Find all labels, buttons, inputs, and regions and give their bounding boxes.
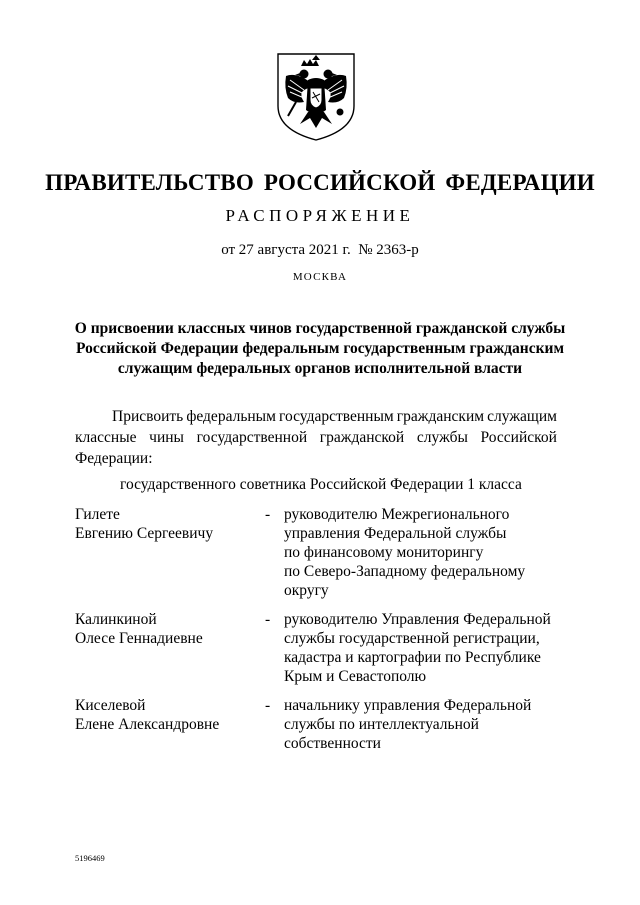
person-name [75,610,255,648]
intro-word: службы [416,429,468,446]
document-type: РАСПОРЯЖЕНИЕ [225,206,415,225]
intro-paragraph [75,406,557,469]
intro-word: Присвоить [112,408,184,425]
intro-word: служащим [487,408,557,425]
intro-word: гражданским [396,408,485,425]
person-given-names: Елене Александровне [75,716,220,733]
subject-line: служащим федеральных органов исполнительной власти [117,360,523,377]
position-line: кадастра и картографии по Республике [284,649,541,666]
position-line: службы государственной регистрации, [284,630,540,647]
document-date-number: от 27 августа 2021 г. № 2363-р [221,242,419,258]
document-code: 5196469 [75,853,105,863]
government-title: ПРАВИТЕЛЬСТВО РОССИЙСКОЙ ФЕДЕРАЦИИ [45,170,595,195]
person-name [75,505,255,543]
position-line: собственности [284,735,381,752]
intro-word: государственной [196,429,308,446]
person-name [75,696,255,734]
person-dash: - [265,506,271,523]
person-given-names: Олесе Геннадиевне [75,630,203,647]
document-city: МОСКВА [292,271,348,283]
position-line: по Северо-Западному федеральному [284,563,526,580]
position-line: по финансовому мониторингу [284,544,484,561]
person-dash: - [265,697,271,714]
person-dash: - [265,611,271,628]
intro-word: гражданской [319,429,405,446]
intro-word: классные [75,429,137,446]
position-line: округу [284,582,329,599]
person-position [284,505,584,600]
position-line: Крым и Севастополю [284,668,427,685]
position-line: службы по интеллектуальной [284,716,479,733]
person-given-names: Евгению Сергеевичу [75,525,214,542]
position-line: руководителю Межрегионального [284,506,510,523]
position-line: руководителю Управления Федеральной [284,611,551,628]
subject-line: О присвоении классных чинов государственной гражданской службы [74,320,566,337]
intro-word: Российской [480,429,557,446]
rank-title: государственного советника Российской Федерации 1 класса [120,476,522,493]
intro-word: чины [149,429,184,446]
intro-word: федеральным [186,408,276,425]
position-line: управления Федеральной службы [284,525,507,542]
intro-line-2 [75,427,557,448]
person-surname: Гилете [75,506,120,523]
person-position [284,610,584,686]
person-position [284,696,584,753]
russian-coat-of-arms-icon [274,52,358,142]
person-surname: Киселевой [75,697,146,714]
intro-line-1 [75,406,557,427]
position-line: начальнику управления Федеральной [284,697,532,714]
intro-word: государственным [279,408,394,425]
intro-line-3: Федерации: [75,450,153,467]
document-subject [60,319,580,379]
subject-line: Российской Федерации федеральным государственным гражданским [75,340,564,357]
person-surname: Калинкиной [75,611,157,628]
